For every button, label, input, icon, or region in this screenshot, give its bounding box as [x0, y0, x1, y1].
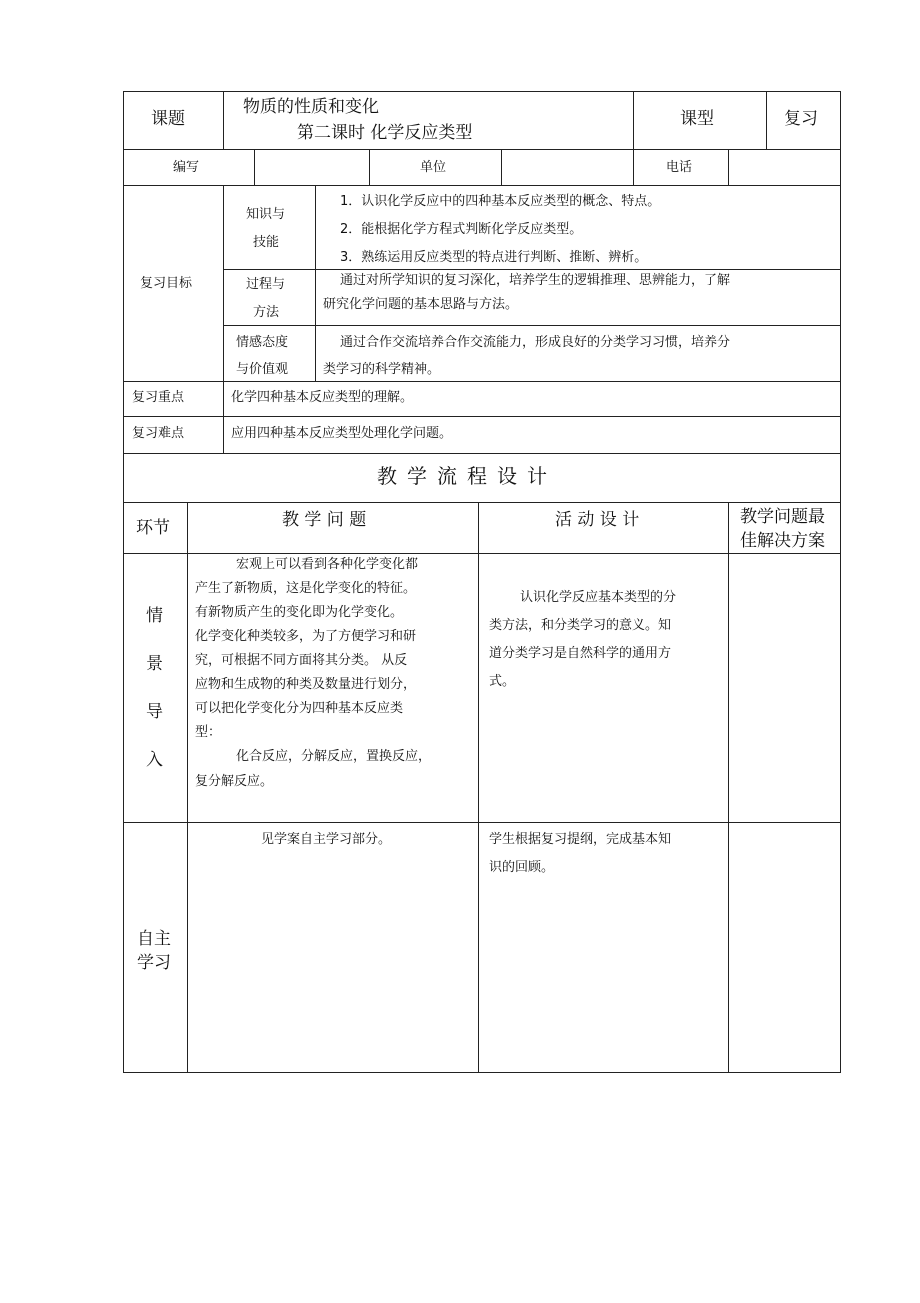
question-line: 化合反应，分解反应，置换反应， [236, 749, 432, 764]
knowledge-label: 技能 [253, 235, 280, 250]
question-line: 有新物质产生的变化即为化学变化。 [195, 605, 404, 620]
col-divider [728, 502, 729, 1073]
difficulty-value: 应用四种基本反应类型处理化学问题。 [231, 426, 453, 441]
question-line: 型： [195, 725, 222, 740]
activity-line: 式。 [489, 674, 516, 689]
process-label: 方法 [253, 305, 280, 320]
process-text: 通过对所学知识的复习深化，培养学生的逻辑推理、思辨能力，了解 [340, 273, 731, 288]
stage-cell: 自主 [137, 929, 171, 949]
col-divider [766, 91, 767, 149]
row-divider [123, 553, 841, 554]
stage-cell: 学习 [137, 953, 171, 973]
col-divider [633, 149, 634, 185]
question-line: 应物和生成物的种类及数量进行划分， [195, 677, 417, 692]
activity-line: 识的回顾。 [489, 860, 555, 875]
question-line: 宏观上可以看到各种化学变化都 [236, 557, 419, 572]
activity-line: 认识化学反应基本类型的分 [520, 590, 677, 605]
activity-line: 道分类学习是自然科学的通用方 [489, 646, 672, 661]
best-solution-header: 佳解决方案 [740, 531, 825, 551]
lesson-type-value: 复习 [784, 109, 818, 129]
flow-title: 教学流程设计 [377, 464, 557, 488]
emotion-label: 与价值观 [236, 362, 289, 377]
emotion-label: 情感态度 [236, 335, 289, 350]
row-divider [123, 416, 841, 417]
stage-cell: 导 [146, 702, 163, 722]
question-line: 复分解反应。 [195, 774, 274, 789]
col-divider [187, 502, 188, 1073]
stage-cell: 入 [146, 750, 163, 770]
knowledge-item: 2．能根据化学方程式判断化学反应类型。 [340, 222, 583, 237]
col-divider [254, 149, 255, 185]
activity-line: 学生根据复习提纲，完成基本知 [489, 832, 672, 847]
row-divider [123, 381, 841, 382]
process-text: 研究化学问题的基本思路与方法。 [323, 297, 519, 312]
activity-header: 活 动 设 计 [555, 510, 640, 530]
knowledge-label: 知识与 [246, 207, 286, 222]
process-label: 过程与 [246, 277, 286, 292]
question-line: 产生了新物质，这是化学变化的特征。 [195, 581, 417, 596]
activity-line: 类方法，和分类学习的意义。知 [489, 618, 672, 633]
topic-label: 课题 [151, 109, 185, 129]
question-line: 可以把化学变化分为四种基本反应类 [195, 701, 404, 716]
best-solution-header: 教学问题最 [740, 507, 825, 527]
difficulty-label: 复习难点 [132, 426, 185, 441]
unit-label: 单位 [420, 160, 447, 175]
stage-cell: 情 [146, 606, 163, 626]
col-divider [223, 91, 224, 149]
topic-title: 物质的性质和变化 [243, 97, 379, 117]
emotion-text: 通过合作交流培养合作交流能力，形成良好的分类学习习惯，培养分 [340, 335, 731, 350]
col-divider [478, 502, 479, 1073]
row-divider [123, 453, 841, 454]
knowledge-item: 1．认识化学反应中的四种基本反应类型的概念、特点。 [340, 194, 661, 209]
lesson-type-label: 课型 [680, 109, 714, 129]
row-divider [123, 185, 841, 186]
question-line: 化学变化种类较多，为了方便学习和研 [195, 629, 417, 644]
key-point-label: 复习重点 [132, 390, 185, 405]
emotion-text: 类学习的科学精神。 [323, 362, 441, 377]
question-line: 见学案自主学习部分。 [261, 832, 392, 847]
row-divider [123, 822, 841, 823]
col-divider [728, 149, 729, 185]
col-divider [633, 91, 634, 149]
stage-header: 环节 [136, 518, 170, 538]
knowledge-item: 3．熟练运用反应类型的特点进行判断、推断、辨析。 [340, 250, 648, 265]
col-divider [315, 185, 316, 381]
question-line: 究，可根据不同方面将其分类。 从反 [195, 653, 408, 668]
goals-label: 复习目标 [140, 276, 193, 291]
phone-label: 电话 [666, 160, 693, 175]
col-divider [501, 149, 502, 185]
col-divider [369, 149, 370, 185]
col-divider [223, 185, 224, 453]
row-divider [123, 149, 841, 150]
stage-cell: 景 [146, 654, 163, 674]
question-header: 教 学 问 题 [282, 510, 367, 530]
author-label: 编写 [173, 160, 200, 175]
topic-subtitle: 第二课时 化学反应类型 [297, 123, 473, 143]
row-divider [123, 502, 841, 503]
key-point-value: 化学四种基本反应类型的理解。 [231, 390, 414, 405]
